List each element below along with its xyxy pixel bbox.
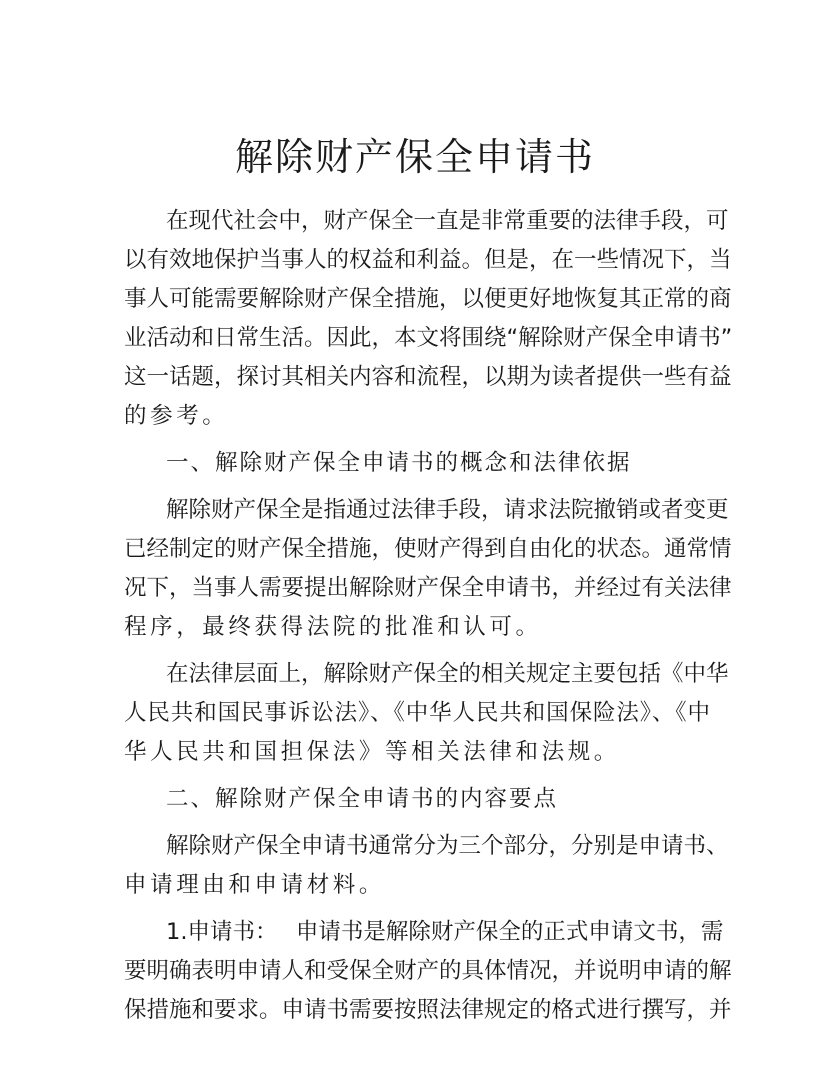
paragraph xyxy=(124,491,732,647)
text-line: 程序，最终获得法院的批准和认可。 xyxy=(124,614,542,640)
text-line: 这一话题，探讨其相关内容和流程，以期为读者提供一些有益 xyxy=(124,364,732,390)
text-line: 的参考。 xyxy=(124,403,229,429)
paragraph xyxy=(124,913,732,1030)
section-heading xyxy=(124,444,710,483)
text-line: 业活动和日常生活。因此，本文将围绕“解除财产保全申请书” xyxy=(124,325,733,351)
text-line: 申请理由和申请材料。 xyxy=(124,872,386,898)
text-line: 一、解除财产保全申请书的概念和法律依据 xyxy=(166,450,632,476)
paragraph xyxy=(124,655,729,772)
text-line: 要明确表明申请人和受保全财产的具体情况，并说明申请的解 xyxy=(124,958,732,984)
text-line: 保措施和要求。申请书需要按照法律规定的格式进行撰写，并 xyxy=(124,997,732,1023)
text-line: 二、解除财产保全申请书的内容要点 xyxy=(166,786,559,812)
document-title: 解除财产保全申请书 xyxy=(234,135,595,179)
text-line: 解除财产保全申请书通常分为三个部分，分别是申请书、 xyxy=(166,833,729,859)
text-line: 华人民共和国担保法》等相关法律和法规。 xyxy=(124,739,620,765)
document-body xyxy=(124,202,733,1038)
text-line: 解除财产保全是指通过法律手段，请求法院撤销或者变更 xyxy=(166,497,729,523)
text-line: 事人可能需要解除财产保全措施，以便更好地恢复其正常的商 xyxy=(124,286,732,312)
paragraph xyxy=(124,827,729,905)
text-line: 以有效地保护当事人的权益和利益。但是，在一些情况下，当 xyxy=(124,247,732,273)
section-heading xyxy=(124,780,710,819)
paragraph xyxy=(124,202,733,436)
text-line: 在法律层面上，解除财产保全的相关规定主要包括《中华 xyxy=(166,661,729,687)
text-line: 1.申请书： 申请书是解除财产保全的正式申请文书，需 xyxy=(166,919,724,945)
text-line: 在现代社会中，财产保全一直是非常重要的法律手段，可 xyxy=(166,208,729,234)
text-line: 人民共和国民事诉讼法》、《中华人民共和国保险法》、《中 xyxy=(124,700,710,726)
text-line: 况下，当事人需要提出解除财产保全申请书，并经过有关法律 xyxy=(124,575,732,601)
text-line: 已经制定的财产保全措施，使财产得到自由化的状态。通常情 xyxy=(124,536,732,562)
